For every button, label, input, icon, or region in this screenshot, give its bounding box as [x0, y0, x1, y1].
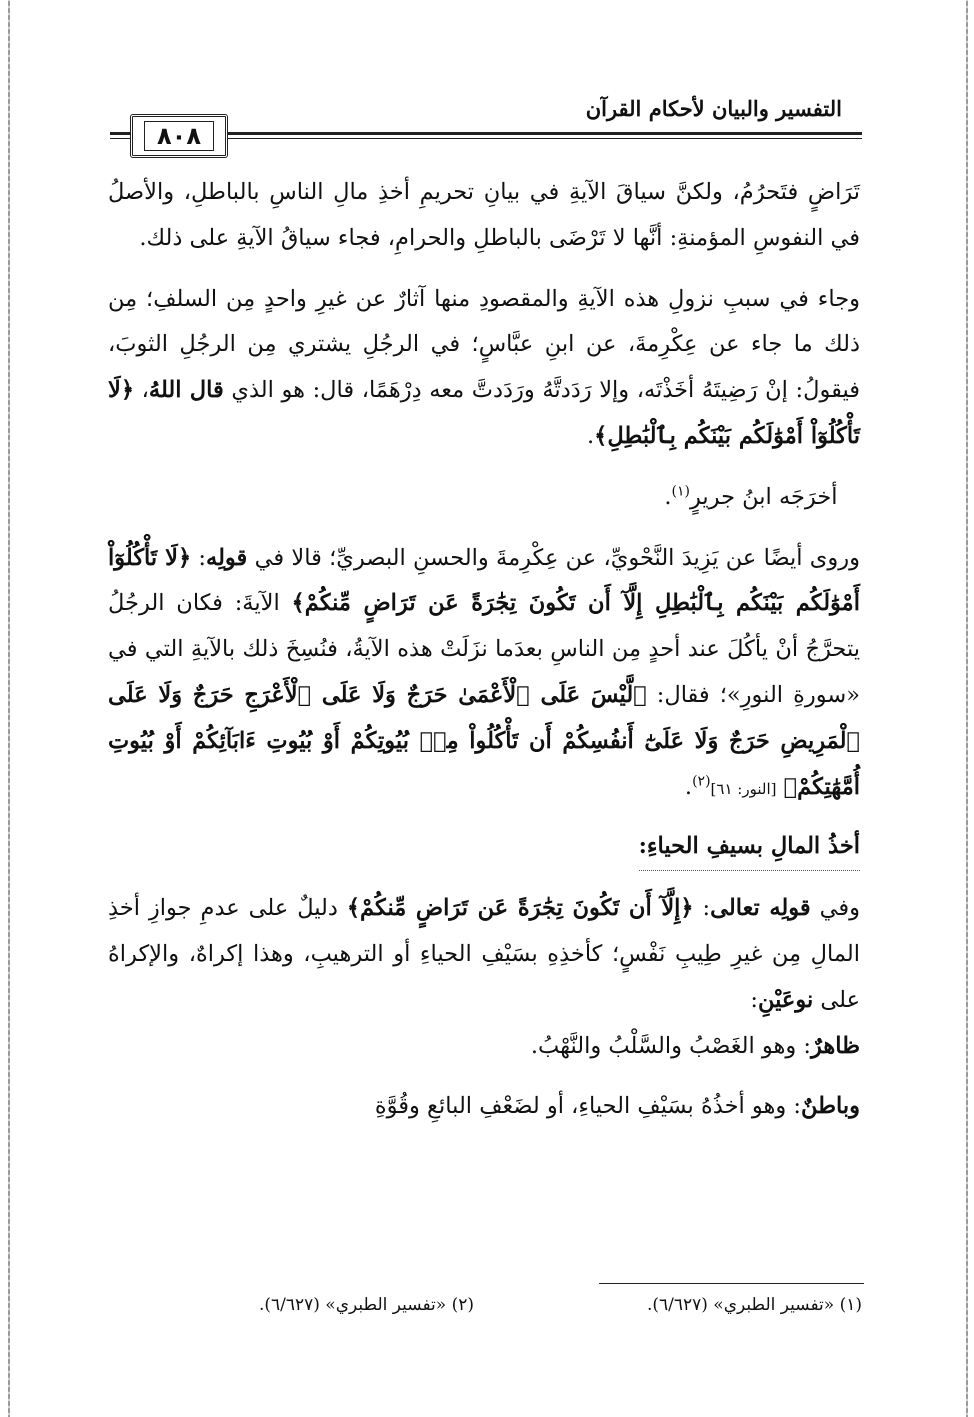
- quran-quote-nur: ﴿لَّيْسَ عَلَى ٱلْأَعْمَىٰ حَرَجٌ وَلَا عَلَى ٱلْأَعْرَجِ حَرَجٌ وَلَا عَلَى ٱلْمَرِيضِ حَرَجٌ وَلَا عَلَىٰٓ أَنفُسِكُمْ أَن تَأْكُلُواْ مِنۢ بُيُوتِكُمْ أَوْ بُيُوتِ ءَابَآئِكُمْ أَوْ بُيُوتِ أُمَّهَٰتِكُمْ﴾: [108, 681, 860, 800]
- paragraph-1: تَرَاضٍ فتَحرُمُ، ولكنَّ سياقَ الآيةِ في بيانِ تحريمِ أخذِ مالِ الناسِ بالباطلِ، والأصلُ في النفوسِ المؤمنةِ: أنَّها لا تَرْضَى بالباطلِ والحرامِ، فجاء سياقُ الآيةِ على ذلك.: [108, 179, 860, 251]
- text: الآيةَ: فكان الرجُلُ يتحرَّجُ أنْ يأكُلَ عند أحدٍ مِن الناسِ بعدَما نزَلَتْ هذه الآيةُ، فنُسِخَ ذلك بالآيةِ التي في «سورةِ النورِ»؛ فقال:: [108, 590, 861, 708]
- body-text: [108, 170, 860, 1130]
- quran-quote: ﴿لَا تَأْكُلُوٓاْ أَمْوَٰلَكُم بَيْنَكُم بِٱلْبَٰطِلِ﴾: [108, 377, 860, 449]
- qawlihi: قولِه: [206, 544, 248, 571]
- text: .: [664, 483, 672, 510]
- paragraph-4: وروى أيضًا عن يَزِيدَ النَّحْويِّ، عن عِكْرِمةَ والحسنِ البصريِّ؛ قالا في قولِه: ﴿لَا تَأْكُلُوٓاْ أَمْوَٰلَكُم بَيْنَكُم بِٱلْبَٰطِلِ إِلَّآ أَن تَكُونَ تِجَٰرَةً عَن تَرَاضٍ مِّنكُمْ﴾ الآيةَ: فكان الرجُلُ يتحرَّجُ أنْ يأكُلَ عند أحدٍ مِن الناسِ بعدَما نزَلَتْ هذه الآيةُ، فنُسِخَ ذلك بالآيةِ التي في «سورةِ النورِ»؛ فقال: ﴿لَّيْسَ عَلَى ٱلْأَعْمَىٰ حَرَجٌ وَلَا عَلَى ٱلْأَعْرَجِ حَرَجٌ وَلَا عَلَى ٱلْمَرِيضِ حَرَجٌ وَلَا عَلَىٰٓ أَنفُسِكُمْ أَن تَأْكُلُواْ مِنۢ بُيُوتِكُمْ أَوْ بُيُوتِ ءَابَآئِكُمْ أَوْ بُيُوتِ أُمَّهَٰتِكُمْ﴾ [النور: ٦١]$^{(٢)}$.: [108, 544, 861, 800]
- header-rule: [218, 132, 862, 135]
- text: دليلٌ على عدمِ جوازِ أخذِ المالِ مِن غيرِ طِيبِ نَفْسٍ؛ كأخذِهِ بسَيْفِ الحياءِ أو الترهيبِ، وهذا إكراهٌ، والإكراهُ على: [108, 895, 860, 1013]
- paragraph-3: [108, 475, 860, 521]
- text: .: [586, 422, 595, 449]
- page-number: ٨٠٨: [144, 121, 214, 151]
- footnote-marker-2: (٢): [692, 773, 711, 790]
- footnote-marker-1: (١): [671, 483, 690, 500]
- section-heading: أخذُ المالِ بسيفِ الحياءِ:: [639, 824, 860, 871]
- paragraph-7: [108, 1084, 860, 1130]
- text: وفي: [810, 895, 860, 922]
- text: وروى أيضًا عن يَزِيدَ النَّحْويِّ، عن عِكْرِمةَ والحسنِ البصريِّ؛ قالا في: [247, 544, 860, 571]
- text: وجاء في سببِ نزولِ هذه الآيةِ والمقصودِ منها آثارٌ عن غيرِ واحدٍ مِن السلفِ؛ مِن ذلك ما جاء عن عِكْرِمةَ، عن ابنِ عبَّاسٍ؛ في الرجُلِ يشتري مِن الرجُلِ الثوبَ، فيقولُ: إنْ رَضِيتَهُ أخَذْتَه، وإلا رَدَدتَّهُ ورَدَدتَّ معه دِرْهَمًا، قال: هو الذي: [108, 285, 860, 404]
- bold-term: نوعَيْنِ: [757, 986, 814, 1013]
- footnotes: [110, 1290, 862, 1320]
- page-number-box: [130, 114, 228, 158]
- text: .: [684, 773, 693, 800]
- qal-allah: قال اللهُ: [148, 377, 224, 404]
- bold-term: وباطنٌ: [800, 1093, 860, 1120]
- text: : وهو الغَصْبُ والسَّلْبُ والنَّهْبُ.: [530, 1032, 811, 1059]
- quran-quote: ﴿إِلَّآ أَن تَكُونَ تِجَٰرَةً عَن تَرَاضٍ مِّنكُمْ﴾: [346, 895, 694, 922]
- qawlihi-taala: قولِه تعالى: [710, 895, 811, 922]
- surah-reference: [النور: ٦١]: [710, 779, 777, 798]
- scan-edge-left: [8, 0, 10, 1417]
- page-header: [110, 92, 862, 154]
- text: : وهو أخذُهُ بسَيْفِ الحياءِ، أو لضَعْفِ البائعِ وقُوَّةِ: [374, 1093, 801, 1120]
- quran-quote: ﴿لَا تَأْكُلُوٓاْ أَمْوَٰلَكُم بَيْنَكُم بِٱلْبَٰطِلِ إِلَّآ أَن تَكُونَ تِجَٰرَةً عَن تَرَاضٍ مِّنكُمْ﴾: [108, 544, 860, 617]
- paragraph-5: وفي قولِه تعالى: ﴿إِلَّآ أَن تَكُونَ تِجَٰرَةً عَن تَرَاضٍ مِّنكُمْ﴾ دليلٌ على عدمِ جوازِ أخذِ المالِ مِن غيرِ طِيبِ نَفْسٍ؛ كأخذِهِ بسَيْفِ الحياءِ أو الترهيبِ، وهذا إكراهٌ، والإكراهُ على نوعَيْنِ:: [108, 895, 860, 1013]
- text: :: [750, 986, 758, 1013]
- running-title: التفسير والبيان لأحكام القرآن: [585, 96, 842, 121]
- text: أخرَجَه ابنُ جريرٍ: [690, 483, 838, 510]
- footnote-2: (٢) «تفسير الطبري» (٦/٦٢٧).: [258, 1295, 474, 1315]
- header-rule-thin: [218, 138, 862, 139]
- footnote-1: (١) «تفسير الطبري» (٦/٦٢٧).: [646, 1295, 862, 1315]
- footnote-rule: [599, 1283, 864, 1284]
- paragraph-6: [108, 1024, 860, 1070]
- paragraph-2: وجاء في سببِ نزولِ هذه الآيةِ والمقصودِ منها آثارٌ عن غيرِ واحدٍ مِن السلفِ؛ مِن ذلك ما جاء عن عِكْرِمةَ، عن ابنِ عبَّاسٍ؛ في الرجُلِ يشتري مِن الرجُلِ الثوبَ، فيقولُ: إنْ رَضِيتَهُ أخَذْتَه، وإلا رَدَدتَّهُ ورَدَدتَّ معه دِرْهَمًا، قال: هو الذي قال اللهُ، ﴿لَا تَأْكُلُوٓاْ أَمْوَٰلَكُم بَيْنَكُم بِٱلْبَٰطِلِ﴾.: [108, 285, 860, 449]
- bold-term: ظاهرٌ: [810, 1032, 860, 1059]
- scan-edge-right: [966, 0, 968, 1417]
